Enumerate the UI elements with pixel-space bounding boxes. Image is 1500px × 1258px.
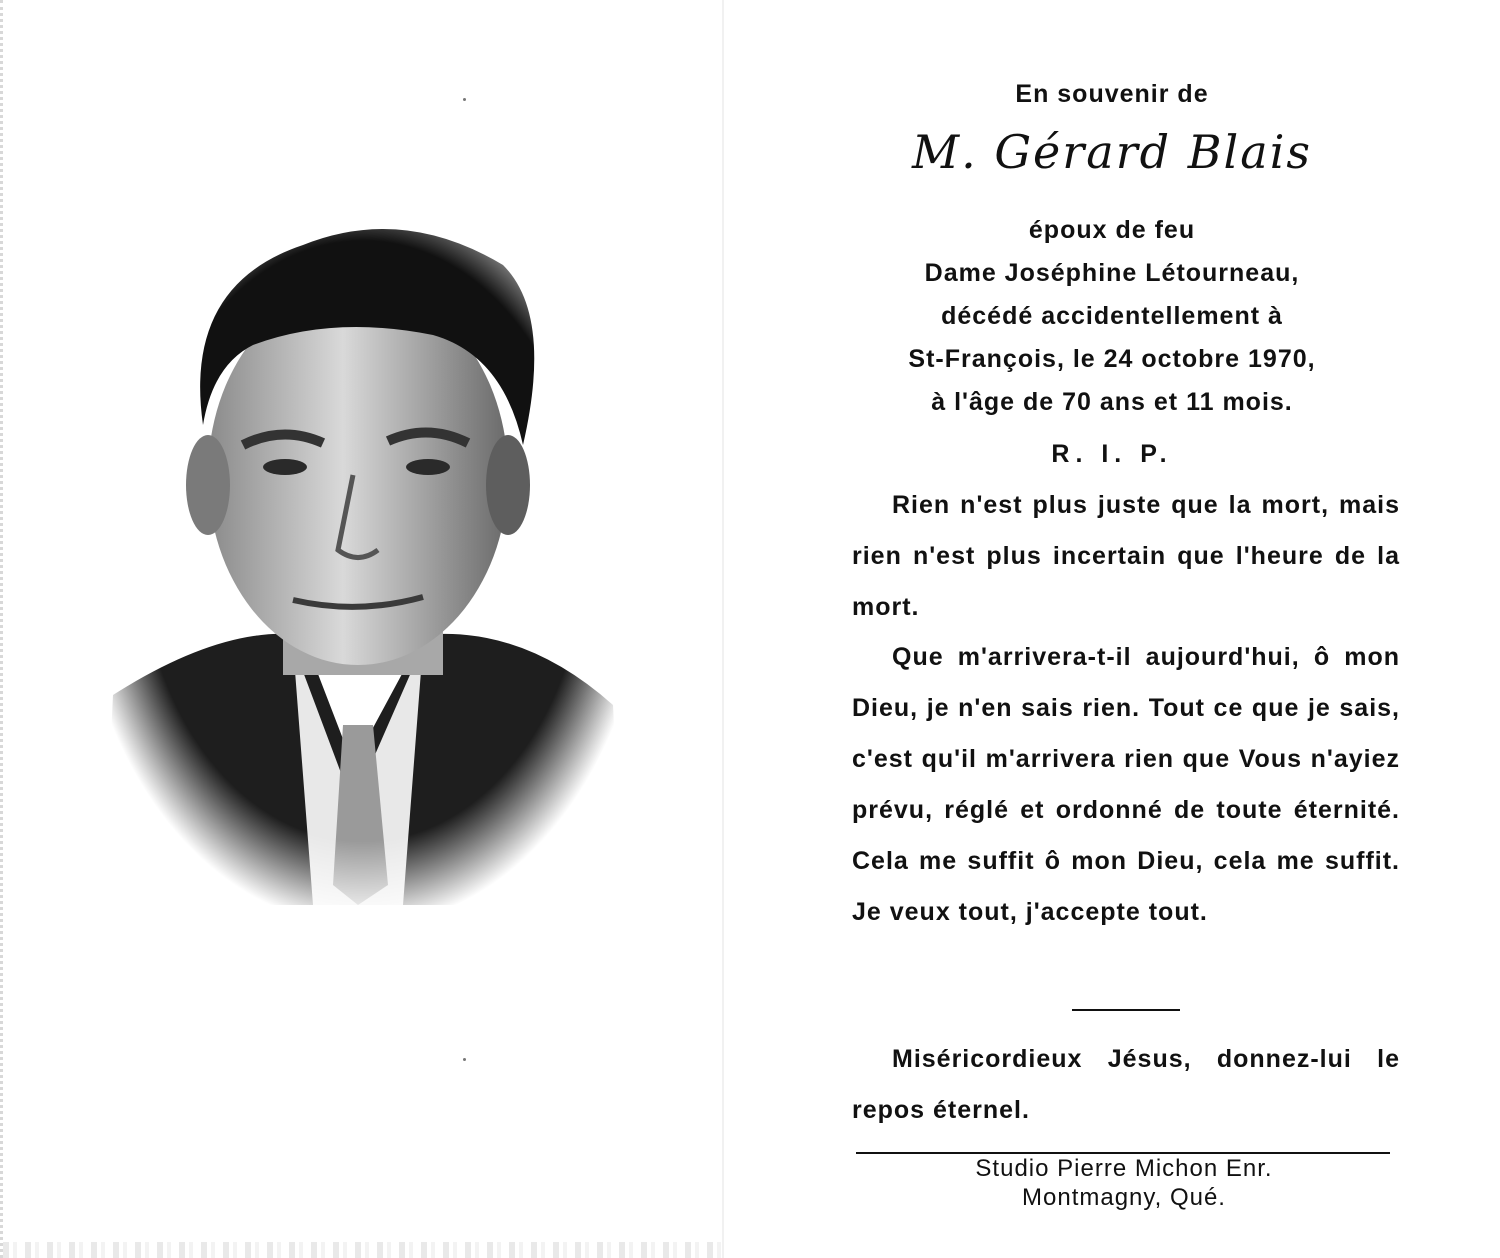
detail-line: décédé accidentellement à <box>941 302 1283 330</box>
memorial-heading: En souvenir de <box>1015 80 1209 108</box>
meditation-paragraph: Que m'arrivera-t-il aujourd'hui, ô mon Dieu, je n'en sais rien. Tout ce que je sais, c'est qu'il m'arrivera rien que Vous n'ayiez prévu, réglé et ordonné de toute éternité. Cela me suffit ô mon Dieu, cela me suffit. Je veux tout, j'accepte tout. <box>852 643 1400 926</box>
detail-line: Dame Joséphine Létourneau, <box>924 259 1300 287</box>
divider <box>1072 1009 1180 1011</box>
prayer-text: Miséricordieux Jésus, donnez-lui le repos éternel. <box>852 1045 1400 1124</box>
detail-line: St-François, le 24 octobre 1970, <box>908 345 1316 373</box>
studio-city: Montmagny, Qué. <box>1022 1184 1226 1211</box>
rip-text: R. I. P. <box>1051 440 1173 468</box>
paper-speck <box>463 1058 466 1061</box>
detail-line: à l'âge de 70 ans et 11 mois. <box>931 388 1293 416</box>
meditation-paragraph: Rien n'est plus juste que la mort, mais rien n'est plus incertain que l'heure de la mort. <box>852 491 1400 621</box>
deceased-name: M. Gérard Blais <box>911 125 1313 179</box>
portrait-photo-icon <box>103 205 623 905</box>
paper-speck <box>463 98 466 101</box>
portrait-card <box>0 0 724 1258</box>
detail-line: époux de feu <box>1028 216 1196 244</box>
memorial-text-card <box>724 0 1500 1258</box>
scan-edge-strip <box>3 1242 727 1258</box>
divider <box>856 1152 1390 1154</box>
studio-name: Studio Pierre Michon Enr. <box>975 1155 1273 1182</box>
